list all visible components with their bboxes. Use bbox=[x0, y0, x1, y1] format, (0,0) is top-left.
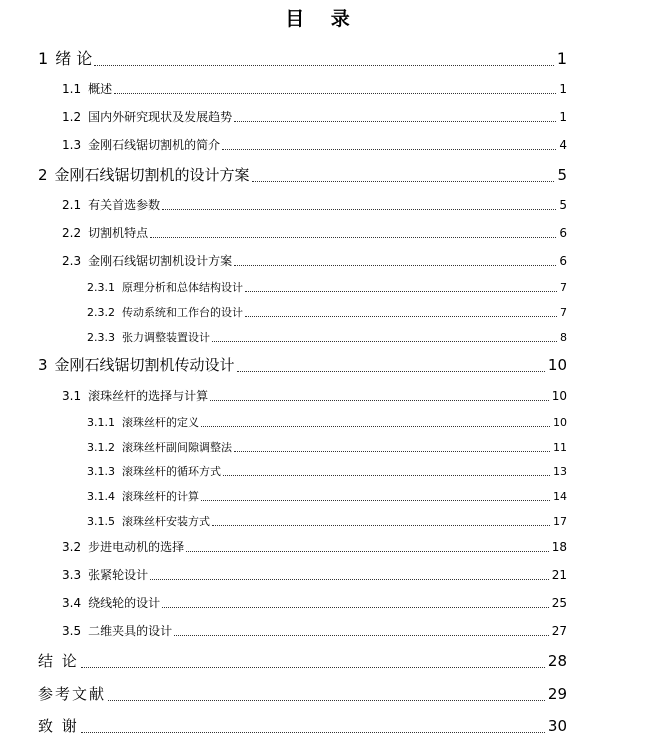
toc-entry-title: 金刚石线锯切割机的设计方案 bbox=[54, 166, 250, 184]
dot-leader bbox=[162, 208, 556, 210]
toc-entry-number: 2.2 bbox=[62, 226, 82, 240]
toc-entry-number: 3.1 bbox=[62, 389, 82, 403]
toc-entry-number: 3.4 bbox=[62, 596, 82, 610]
dot-leader bbox=[162, 606, 549, 608]
toc-entry-page: 25 bbox=[551, 596, 567, 610]
toc-entry-title: 滚珠丝杆安装方式 bbox=[122, 515, 210, 528]
toc-entry-3-1-2[interactable] bbox=[87, 439, 567, 455]
dot-leader bbox=[234, 450, 550, 452]
toc-entry-number: 1.3 bbox=[62, 138, 82, 152]
dot-leader bbox=[81, 666, 545, 668]
toc-entry-3-1-1[interactable] bbox=[87, 414, 567, 430]
toc-entry-number: 2.3.1 bbox=[87, 281, 115, 294]
toc-entry-acknowledgements[interactable] bbox=[38, 715, 567, 736]
toc-entry-title: 概述 bbox=[88, 82, 113, 96]
toc-entry-number: 2.3 bbox=[62, 254, 82, 268]
toc-entry-2-3-1[interactable] bbox=[87, 279, 567, 295]
toc-entry-title: 金刚石线锯切割机的简介 bbox=[88, 138, 221, 152]
toc-entry-1-3[interactable] bbox=[62, 136, 567, 153]
toc-entry-3-1[interactable] bbox=[62, 387, 567, 404]
toc-entry-page: 5 bbox=[557, 166, 567, 184]
toc-entry-2-3-2[interactable] bbox=[87, 304, 567, 320]
toc-entry-page: 10 bbox=[547, 356, 567, 374]
toc-entry-title: 国内外研究现状及发展趋势 bbox=[88, 110, 233, 124]
dot-leader bbox=[245, 315, 557, 317]
toc-entry-title: 张力调整装置设计 bbox=[122, 331, 210, 344]
toc-entry-title: 滚珠丝杆副间隙调整法 bbox=[122, 441, 232, 454]
toc-entry-title: 金刚石线锯切割机传动设计 bbox=[54, 356, 235, 374]
toc-entry-title: 传动系统和工作台的设计 bbox=[122, 306, 243, 319]
toc-entry-chapter-2[interactable] bbox=[38, 164, 567, 185]
dot-leader bbox=[212, 340, 557, 342]
dot-leader bbox=[114, 92, 556, 94]
toc-entry-page: 17 bbox=[553, 515, 567, 528]
dot-leader bbox=[150, 578, 549, 580]
toc-entry-page: 27 bbox=[551, 624, 567, 638]
dot-leader bbox=[186, 550, 549, 552]
dot-leader bbox=[150, 236, 556, 238]
dot-leader bbox=[174, 634, 549, 636]
toc-entry-page: 10 bbox=[553, 416, 567, 429]
toc-entry-number: 2.1 bbox=[62, 198, 82, 212]
toc-entry-page: 11 bbox=[553, 441, 567, 454]
toc-entry-page: 6 bbox=[559, 254, 567, 268]
toc-entry-3-1-4[interactable] bbox=[87, 488, 567, 504]
dot-leader bbox=[234, 120, 556, 122]
toc-entry-number: 2.3.2 bbox=[87, 306, 115, 319]
toc-entry-number: 3.1.5 bbox=[87, 515, 115, 528]
toc-entry-page: 13 bbox=[553, 465, 567, 478]
dot-leader bbox=[252, 180, 555, 182]
toc-entry-title: 步进电动机的选择 bbox=[88, 540, 185, 554]
toc-entry-page: 7 bbox=[560, 281, 567, 294]
dot-leader bbox=[201, 425, 550, 427]
toc-entry-number: 3.5 bbox=[62, 624, 82, 638]
toc-entry-title: 绪 论 bbox=[55, 49, 93, 68]
toc-entry-references[interactable] bbox=[38, 683, 567, 704]
toc-entry-number: 1.2 bbox=[62, 110, 82, 124]
page-title: 目 录 bbox=[285, 8, 360, 30]
toc-entry-2-3-3[interactable] bbox=[87, 329, 567, 345]
toc-entry-page: 8 bbox=[560, 331, 567, 344]
toc-entry-title: 滚珠丝杆的循环方式 bbox=[122, 465, 221, 478]
toc-entry-page: 4 bbox=[559, 138, 567, 152]
toc-entry-title: 有关首选参数 bbox=[88, 198, 161, 212]
toc-entry-number: 3.1.3 bbox=[87, 465, 115, 478]
toc-entry-number: 1 bbox=[38, 49, 49, 68]
dot-leader bbox=[237, 370, 545, 372]
dot-leader bbox=[108, 699, 545, 701]
toc-entry-1-1[interactable] bbox=[62, 80, 567, 97]
toc-entry-1-2[interactable] bbox=[62, 108, 567, 125]
toc-entry-3-5[interactable] bbox=[62, 622, 567, 639]
toc-entry-title: 致 谢 bbox=[38, 717, 79, 735]
toc-entry-3-1-3[interactable] bbox=[87, 463, 567, 479]
toc-entry-2-1[interactable] bbox=[62, 196, 567, 213]
dot-leader bbox=[201, 499, 550, 501]
dot-leader bbox=[81, 731, 545, 733]
toc-entry-title: 原理分析和总体结构设计 bbox=[122, 281, 243, 294]
toc-entry-3-4[interactable] bbox=[62, 594, 567, 611]
toc-entry-title: 二维夹具的设计 bbox=[88, 624, 173, 638]
toc-entry-title: 滚珠丝杆的计算 bbox=[122, 490, 199, 503]
toc-entry-title: 滚珠丝杆的选择与计算 bbox=[88, 389, 209, 403]
toc-entry-title: 绕线轮的设计 bbox=[88, 596, 161, 610]
toc-entry-title: 滚珠丝杆的定义 bbox=[122, 416, 199, 429]
toc-entry-number: 3.1.4 bbox=[87, 490, 115, 503]
toc-entry-title: 结 论 bbox=[38, 652, 79, 670]
dot-leader bbox=[210, 399, 549, 401]
dot-leader bbox=[212, 524, 550, 526]
toc-entry-page: 6 bbox=[559, 226, 567, 240]
dot-leader bbox=[245, 290, 557, 292]
toc-entry-page: 21 bbox=[551, 568, 567, 582]
toc-entry-3-2[interactable] bbox=[62, 538, 567, 555]
toc-entry-3-1-5[interactable] bbox=[87, 513, 567, 529]
toc-entry-number: 2.3.3 bbox=[87, 331, 115, 344]
toc-entry-number: 1.1 bbox=[62, 82, 82, 96]
toc-entry-number: 2 bbox=[38, 166, 48, 184]
toc-entry-page: 14 bbox=[553, 490, 567, 503]
toc-entry-2-3[interactable] bbox=[62, 252, 567, 269]
toc-entry-3-3[interactable] bbox=[62, 566, 567, 583]
toc-entry-2-2[interactable] bbox=[62, 224, 567, 241]
toc-entry-page: 10 bbox=[551, 389, 567, 403]
toc-entry-number: 3 bbox=[38, 356, 48, 374]
toc-entry-page: 1 bbox=[559, 82, 567, 96]
dot-leader bbox=[222, 148, 556, 150]
dot-leader bbox=[94, 64, 554, 66]
toc-entry-number: 3.1.1 bbox=[87, 416, 115, 429]
toc-entry-chapter-1[interactable] bbox=[38, 46, 567, 69]
toc-entry-page: 1 bbox=[559, 110, 567, 124]
toc-entry-page: 1 bbox=[556, 49, 567, 68]
toc-entry-page: 30 bbox=[547, 717, 567, 735]
toc-entry-title: 金刚石线锯切割机设计方案 bbox=[88, 254, 233, 268]
dot-leader bbox=[223, 474, 550, 476]
toc-entry-conclusion[interactable] bbox=[38, 650, 567, 671]
toc-entry-number: 3.1.2 bbox=[87, 441, 115, 454]
toc-entry-chapter-3[interactable] bbox=[38, 354, 567, 375]
toc-entry-page: 5 bbox=[559, 198, 567, 212]
toc-entry-page: 18 bbox=[551, 540, 567, 554]
toc-entry-page: 28 bbox=[547, 652, 567, 670]
toc-entry-title: 参考文献 bbox=[38, 685, 107, 703]
toc-entry-page: 29 bbox=[547, 685, 567, 703]
toc-entry-page: 7 bbox=[560, 306, 567, 319]
toc-entry-title: 切割机特点 bbox=[88, 226, 149, 240]
toc-entry-number: 3.3 bbox=[62, 568, 82, 582]
toc-entry-number: 3.2 bbox=[62, 540, 82, 554]
dot-leader bbox=[234, 264, 556, 266]
toc-entry-title: 张紧轮设计 bbox=[88, 568, 149, 582]
